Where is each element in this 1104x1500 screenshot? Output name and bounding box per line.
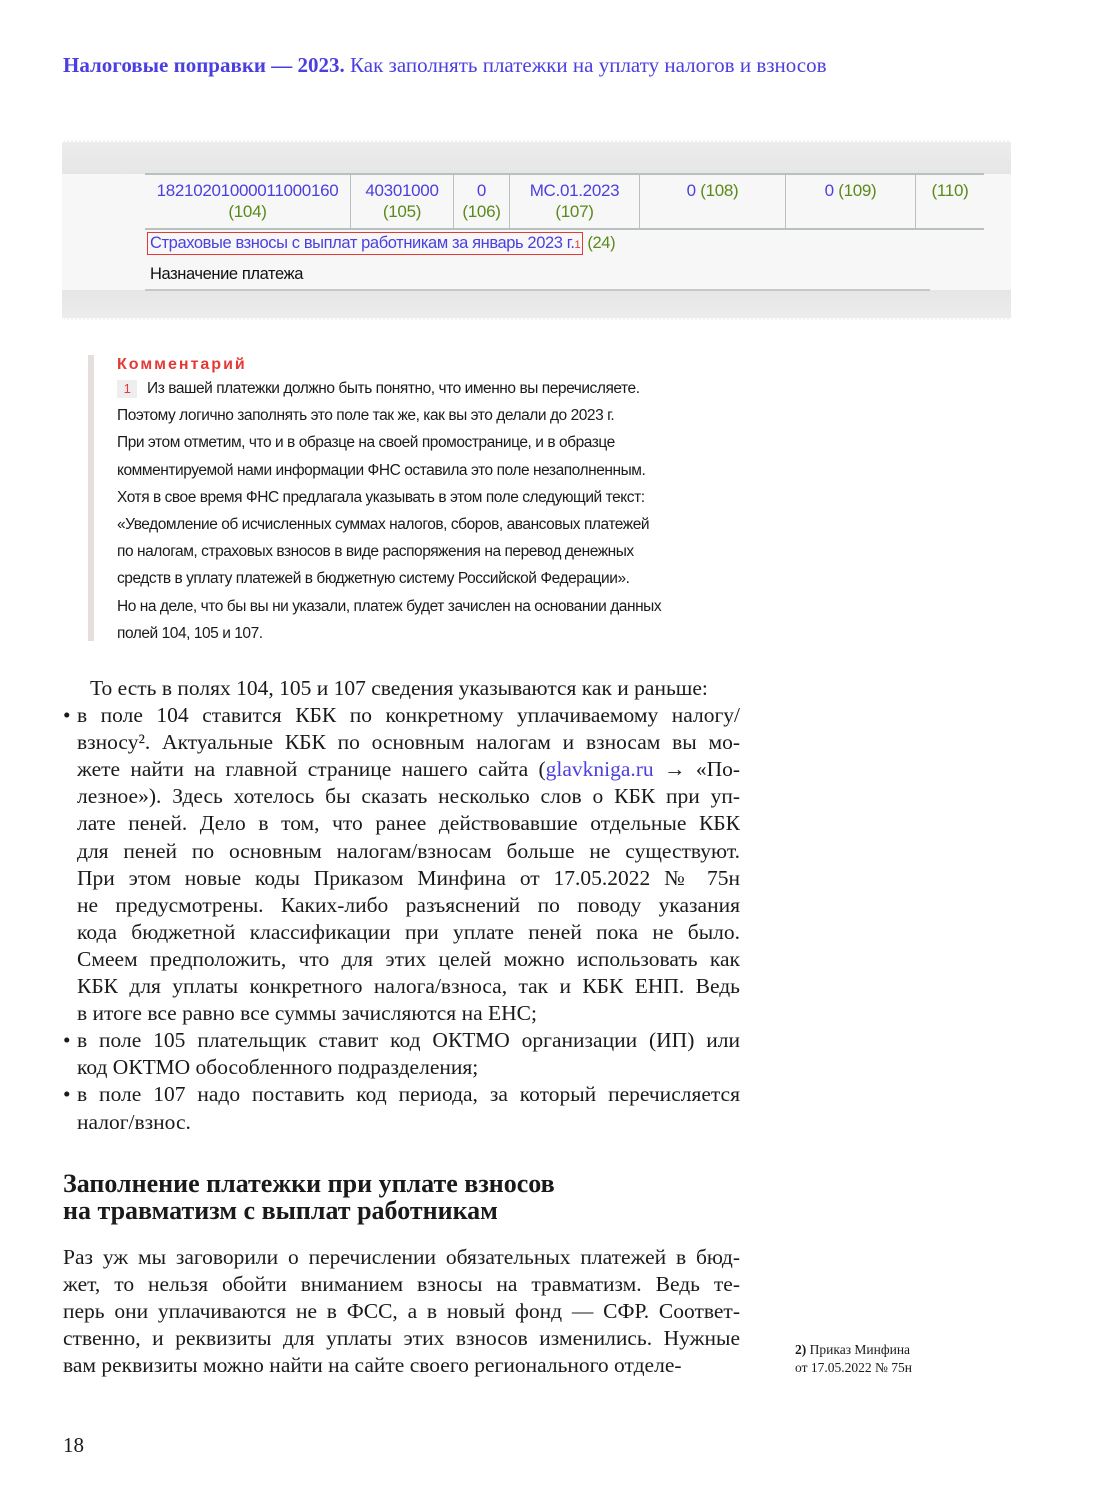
comment-line: При этом отметим, что и в образце на своей промостранице, и в образце <box>117 434 615 452</box>
field-cell <box>351 174 454 229</box>
text-line: жете найти на главной странице нашего сайта (glavkniga.ru → «По- <box>77 757 740 782</box>
field-cell <box>640 174 786 229</box>
comment-title: Комментарий <box>117 356 247 373</box>
text-line: Смеем предположить, что для этих целей можно использовать как <box>77 946 740 971</box>
field-number: (109) <box>838 181 877 200</box>
payment-purpose-row <box>147 232 615 255</box>
text-line: кода бюджетной классификации при уплате пеней пока не было. <box>77 919 740 944</box>
text-line: в итоге все равно все суммы зачисляются на ЕНС; <box>77 1001 537 1026</box>
comment-line: Но на деле, что бы вы ни указали, платеж будет зачислен на основании данных <box>117 597 662 615</box>
heading-line: на травматизм с выплат работникам <box>63 1196 498 1225</box>
field-value: МС.01.2023 <box>529 181 620 200</box>
text-line: • в поле 105 плательщик ставит код ОКТМО организации (ИП) или <box>77 1027 740 1054</box>
text-line: • в поле 104 ставится КБК по конкретному уплачиваемому налогу/ <box>77 702 740 729</box>
payment-fields-table <box>145 173 984 230</box>
comment-box <box>88 355 757 641</box>
divider <box>145 289 930 291</box>
page-number: 18 <box>63 1433 84 1457</box>
field-cell <box>786 174 916 229</box>
field-value: 18210201000011000160 <box>156 181 339 200</box>
footnote-text: Приказ Минфина <box>809 1342 911 1357</box>
text-line: для пеней по основным налогам/взносам больше не существуют. <box>77 838 740 863</box>
comment-line: средств в уплату платежей в бюджетную систему Российской Федерации». <box>117 570 630 588</box>
field-number: (104) <box>228 202 267 221</box>
text-line: жет, то нельзя обойти вниманием взносы на травматизм. Ведь те- <box>63 1272 740 1297</box>
field-number: (108) <box>700 181 739 200</box>
comment-line: по налогам, страховых взносов в виде распоряжения на перевод денежных <box>117 543 634 561</box>
field-cell <box>510 174 640 229</box>
field-cell <box>145 174 351 229</box>
text-line: перь они уплачиваются не в ФСС, а в новый фонд — СФР. Соответ- <box>63 1299 740 1324</box>
text-line: взносу². Актуальные КБК по основным налогам и взносам вы мо- <box>77 730 740 755</box>
footnote-number: 2) <box>795 1342 807 1357</box>
field-value: 0 <box>824 181 834 200</box>
comment-line: полей 104, 105 и 107. <box>117 624 263 642</box>
bullet-item <box>63 1081 740 1135</box>
field-cell <box>916 174 985 229</box>
comment-text: Из вашей платежки должно быть понятно, что именно вы перечисляете. <box>147 380 640 397</box>
body-text <box>63 675 740 1136</box>
field-number: (24) <box>587 234 616 252</box>
comment-line: Поэтому логично заполнять это поле так же, как вы это делали до 2023 г. <box>117 407 615 425</box>
field-number: (110) <box>931 181 969 200</box>
payment-purpose-value <box>147 232 583 255</box>
field-number: (105) <box>382 202 422 221</box>
bullet-item <box>63 702 740 1027</box>
purpose-text: Страховые взносы с выплат работникам за январь 2023 г. <box>150 234 575 252</box>
field-number: (106) <box>462 202 501 221</box>
heading-line: Заполнение платежки при уплате взносов <box>63 1169 555 1198</box>
comment-line: Хотя в свое время ФНС предлагала указывать в этом поле следующий текст: <box>117 488 645 506</box>
section-heading <box>63 1170 555 1224</box>
text-line: лезное»). Здесь хотелось бы сказать несколько слов о КБК при уп- <box>77 784 740 809</box>
footnote <box>795 1341 912 1377</box>
field-value: 40301000 <box>365 181 439 200</box>
footnote-text: от 17.05.2022 № 75н <box>795 1360 912 1375</box>
comment-line: «Уведомление об исчисленных суммах налогов, сборов, авансовых платежей <box>117 516 650 534</box>
payment-purpose-label: Назначение платежа <box>150 265 304 283</box>
field-cell <box>454 174 510 229</box>
text-line: • в поле 107 надо поставить код периода, за который перечисляется <box>77 1081 740 1108</box>
field-value: 0 <box>476 181 487 200</box>
paragraph <box>63 1244 740 1379</box>
text-line: не предусмотрены. Каких-либо разъяснений по поводу указания <box>77 892 740 917</box>
site-link[interactable]: glavkniga.ru <box>545 757 654 782</box>
text-line: ственно, и реквизиты для уплаты этих взносов изменились. Нужные <box>63 1326 740 1351</box>
comment-number: 1 <box>117 380 137 398</box>
text-line: налог/взнос. <box>77 1109 191 1134</box>
text-line: вам реквизиты можно найти на сайте своего регионального отделе- <box>63 1353 682 1378</box>
intro-line: То есть в полях 104, 105 и 107 сведения указываются как и раньше: <box>90 676 708 700</box>
comment-line: комментируемой нами информации ФНС оставила это поле незаполненным. <box>117 461 646 479</box>
text-line: код ОКТМО обособленного подразделения; <box>77 1055 479 1080</box>
comment-marker: 1 <box>574 239 581 251</box>
header-subtitle: Как заполнять платежки на уплату налогов и взносов <box>350 53 827 77</box>
field-number: (107) <box>555 202 594 221</box>
text-line: При этом новые коды Приказом Минфина от 17.05.2022 № 75н <box>77 865 740 890</box>
text-line: Раз уж мы заговорили о перечислении обязательных платежей в бюд- <box>63 1245 740 1269</box>
header-title: Налоговые поправки — 2023. <box>63 53 345 77</box>
text-line: лате пеней. Дело в том, что ранее действовавшие отдельные КБК <box>77 811 740 836</box>
text-line: КБК для уплаты конкретного налога/взноса, так и КБК ЕНП. Ведь <box>77 974 740 999</box>
bullet-item <box>63 1027 740 1081</box>
comment-line <box>117 375 757 402</box>
field-value: 0 <box>686 181 696 200</box>
payment-form-excerpt <box>62 140 1011 320</box>
running-header <box>63 53 827 78</box>
